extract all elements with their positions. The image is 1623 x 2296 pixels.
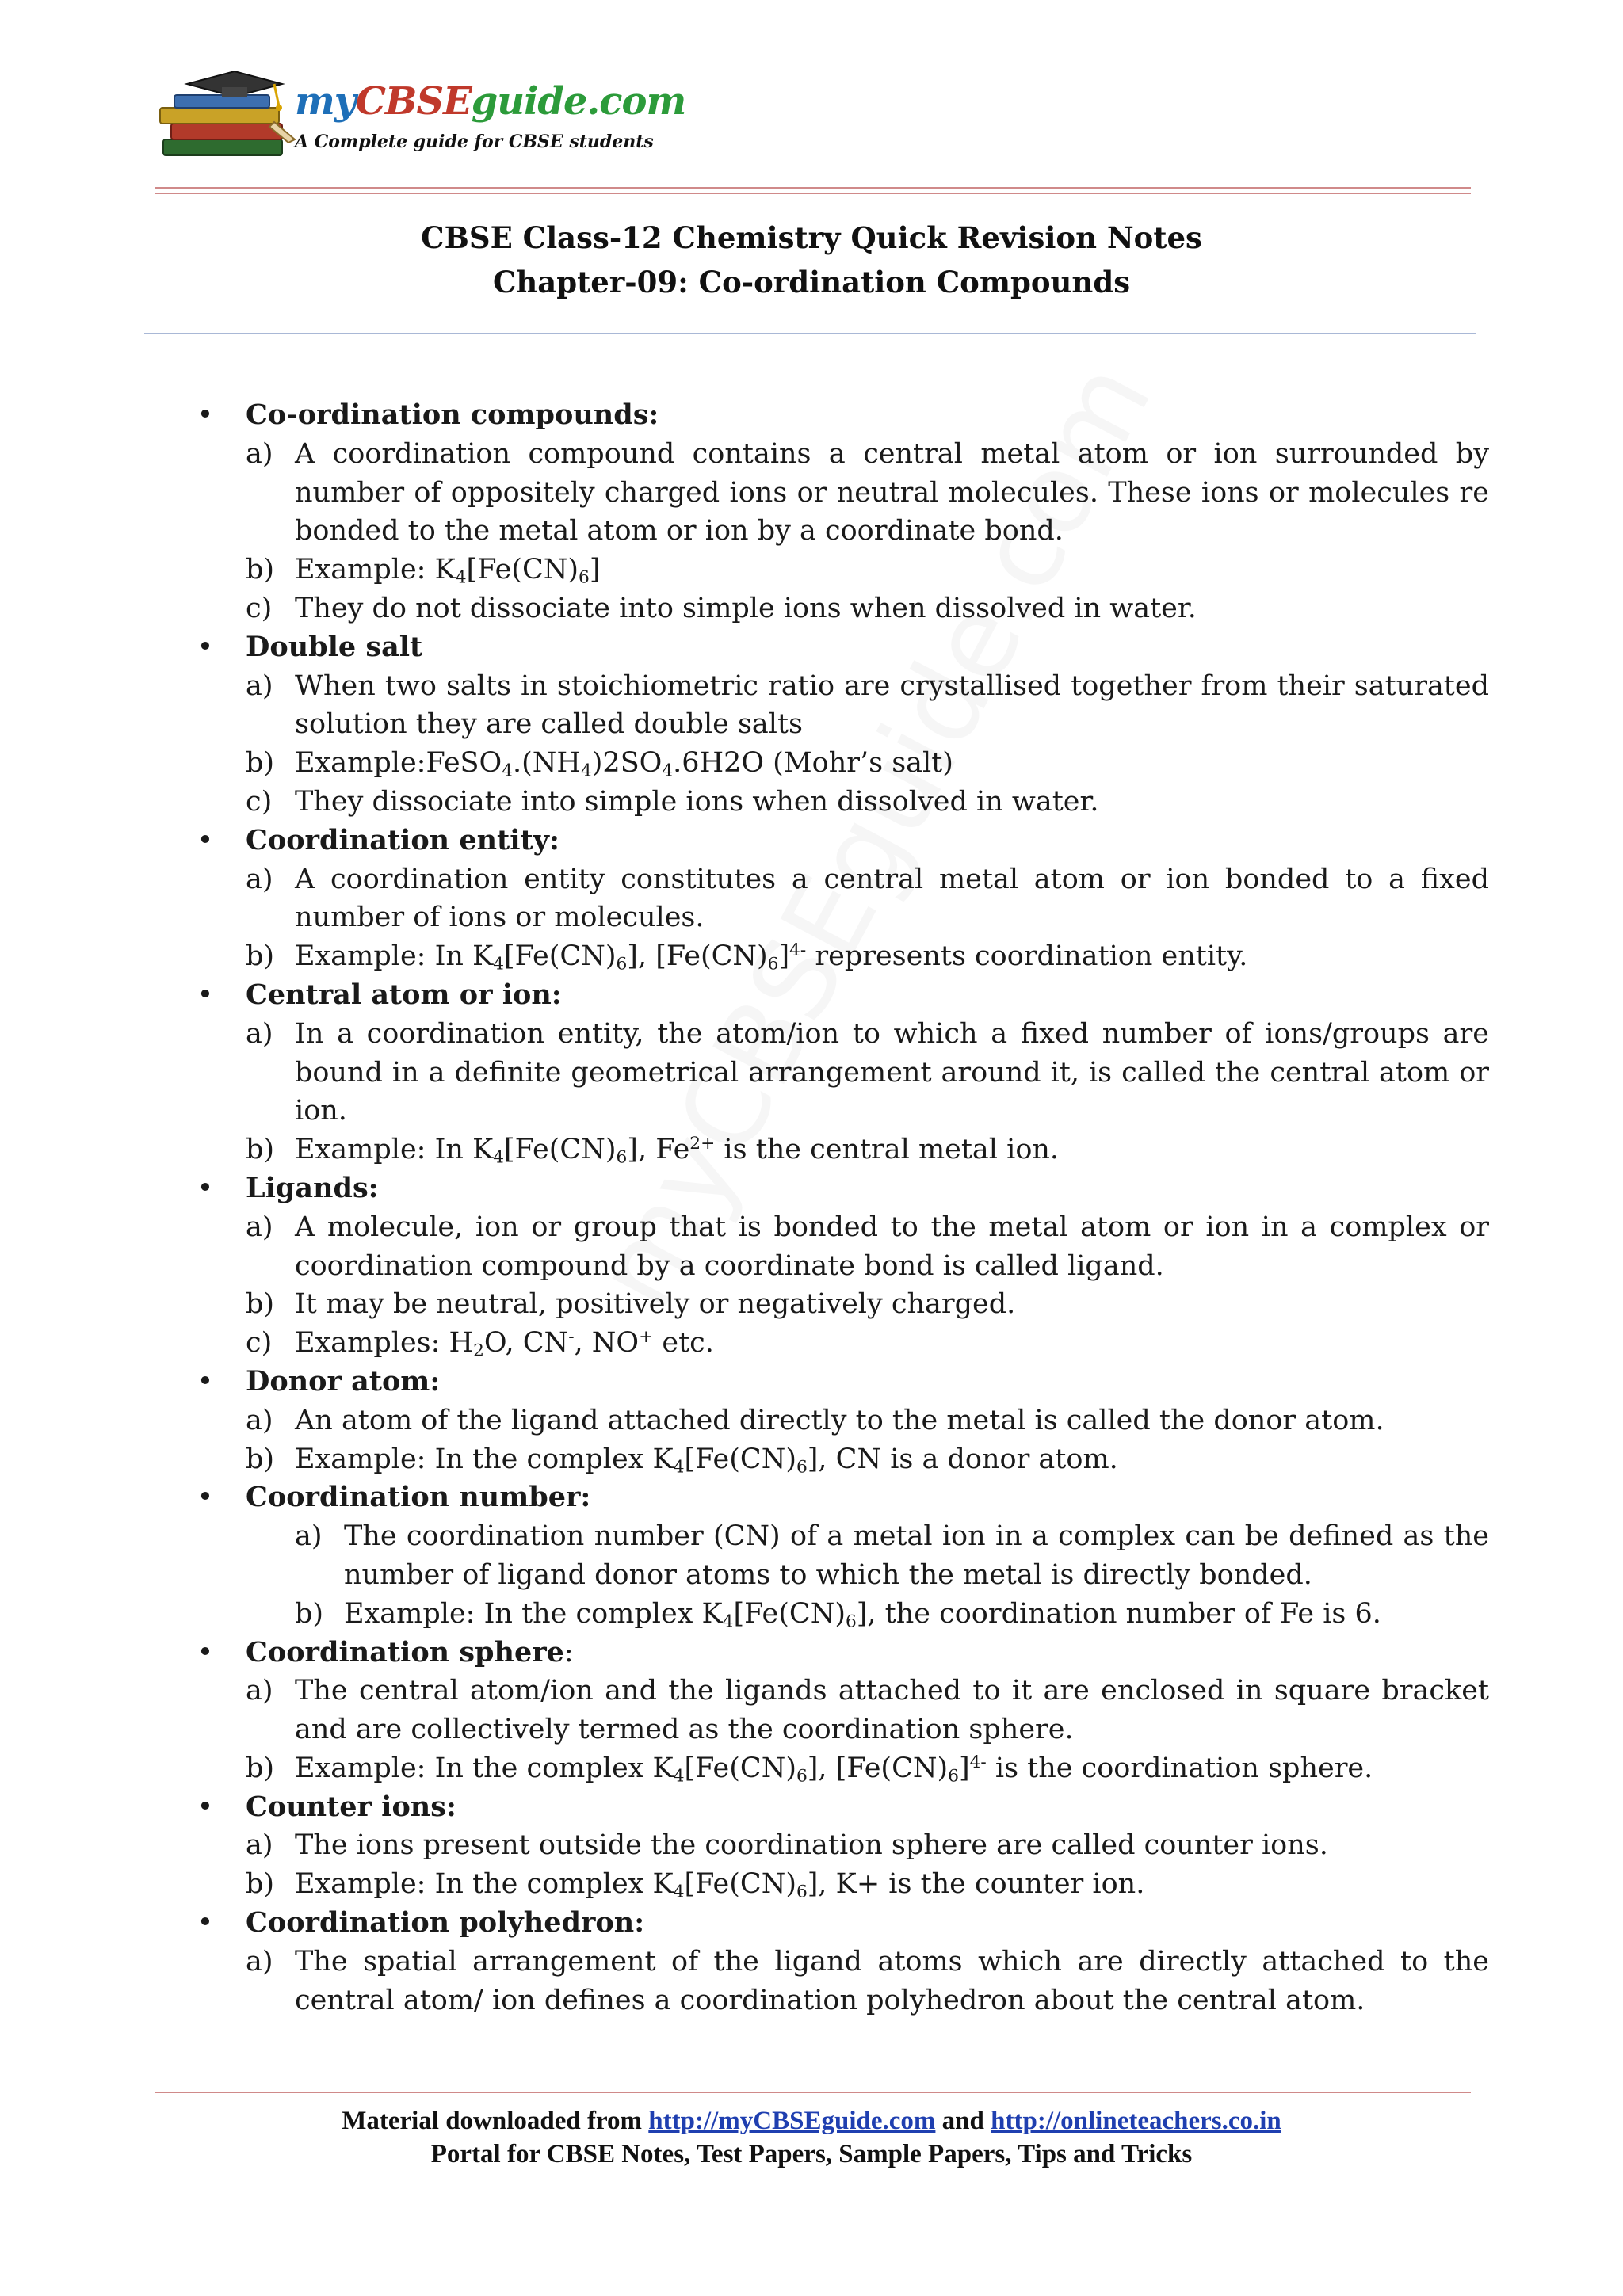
section-title-text: Central atom or ion: [246, 978, 562, 1011]
notes-content [193, 396, 1489, 2019]
section-title [193, 1634, 1489, 1672]
bullet-icon: • [197, 978, 214, 1011]
section-title-suffix: : [563, 1636, 574, 1669]
footer-link-onlineteachers[interactable]: http://onlineteachers.co.in [991, 2107, 1281, 2135]
list-item-marker: a) [246, 1404, 273, 1436]
list-item [193, 1402, 1489, 1440]
section-title [193, 1904, 1489, 1943]
list-item-text: Example: In the complex $K_4[Fe(CN)_6]$, K+ is the counter ion. [295, 1868, 1145, 1902]
section-title [193, 976, 1489, 1015]
list-item-marker: b) [246, 1752, 275, 1784]
list-item [193, 1324, 1489, 1363]
list-item [193, 1131, 1489, 1169]
section [193, 1169, 1489, 1363]
footer-and: and [935, 2107, 991, 2135]
list-item [193, 1208, 1489, 1286]
bullet-icon: • [197, 1636, 214, 1669]
section-title [193, 822, 1489, 860]
section-title-text: Co-ordination compounds: [246, 399, 659, 431]
brand-rest: guide.com [471, 79, 686, 124]
list-item-text: An atom of the ligand attached directly to the metal is called the donor atom. [295, 1404, 1384, 1436]
list-item-marker: b) [246, 1868, 275, 1901]
list-item [193, 1749, 1489, 1788]
list-item-text: Example: In the complex $K_4[Fe(CN)_6]$, $[Fe(CN)_6]^{4-}$ is the coordination sphere. [295, 1752, 1373, 1787]
brand-my: my [295, 79, 356, 124]
list-item-text: Example: In $K_4[Fe(CN)_6]$, $[Fe(CN)_6]^{4-}$ represents coordination entity. [295, 940, 1248, 974]
bullet-icon: • [197, 399, 214, 431]
list-item-text: The ions present outside the coordination sphere are called counter ions. [295, 1829, 1328, 1862]
section-title-text: Double salt [246, 630, 423, 663]
section-title-text: Coordination number: [246, 1481, 591, 1514]
section-title-text: Ligands: [246, 1171, 379, 1204]
list-item-marker: b) [246, 940, 275, 973]
list-item-text: They dissociate into simple ions when dissolved in water. [295, 785, 1099, 818]
section [193, 628, 1489, 822]
title-divider [144, 333, 1476, 334]
section-title-text: Counter ions: [246, 1790, 456, 1823]
footer-divider [155, 2092, 1471, 2093]
brand-name [295, 79, 685, 124]
list-item [193, 1595, 1489, 1634]
list-item-marker: a) [246, 1829, 273, 1862]
brand-tagline: A Complete guide for CBSE students [295, 132, 654, 152]
list-item-marker: b) [246, 1288, 275, 1321]
list-item-marker: c) [246, 1327, 273, 1360]
section [193, 1634, 1489, 1788]
section [193, 822, 1489, 976]
bullet-icon: • [197, 1172, 214, 1204]
bullet-icon: • [197, 1907, 214, 1939]
list-item [193, 1440, 1489, 1479]
list-item-text: When two salts in stoichiometric ratio are crystallised together from their saturated solution they are called double salts [295, 669, 1489, 741]
list-item-text: Example: In the complex $K_4[Fe(CN)_6]$, the coordination number of Fe is 6. [344, 1597, 1381, 1632]
list-item [193, 1672, 1489, 1749]
bullet-icon: • [197, 631, 214, 663]
bullet-icon: • [197, 1365, 214, 1398]
footer-link-mycbseguide[interactable]: http://myCBSEguide.com [648, 2107, 936, 2135]
list-item-text: It may be neutral, positively or negatively charged. [295, 1288, 1016, 1321]
list-item-marker: a) [246, 669, 273, 702]
list-item-marker: c) [246, 592, 273, 624]
section [193, 976, 1489, 1169]
section [193, 396, 1489, 628]
list-item-marker: c) [246, 785, 273, 818]
list-item-text: The central atom/ion and the ligands attached to it are enclosed in square bracket and are collectively termed as the coordination sphere. [295, 1675, 1489, 1746]
list-item-text: A coordination compound contains a central metal atom or ion surrounded by number of oppositely charged ions or neutral molecules. These ions or molecules re bonded to the metal atom or ion by a coordinate bond. [295, 437, 1489, 547]
list-item-marker: a) [246, 1211, 273, 1243]
list-item [193, 860, 1489, 938]
list-item-text: A coordination entity constitutes a central metal atom or ion bonded to a fixed number of ions or molecules. [295, 863, 1489, 934]
books-graduation-cap-logo-icon [155, 67, 298, 162]
section-title-text: Donor atom: [246, 1364, 441, 1398]
list-item-marker: a) [295, 1520, 323, 1553]
list-item-marker: a) [246, 437, 273, 470]
list-item [193, 667, 1489, 745]
list-item-marker: a) [246, 1675, 273, 1707]
list-item-text: Example: In $K_4[Fe(CN)_6]$, $Fe^{2+}$ is the central metal ion. [295, 1134, 1060, 1168]
list-item [193, 1015, 1489, 1131]
list-item [193, 1826, 1489, 1865]
list-item [193, 744, 1489, 783]
list-item-marker: b) [246, 1134, 275, 1166]
section-title-text: Coordination polyhedron: [246, 1906, 645, 1939]
section-title [193, 1788, 1489, 1827]
list-item [193, 1943, 1489, 2020]
list-item-text: $Example:FeSO_4.(NH_4)2SO_4.6H2O$ (Mohr’s salt) [295, 747, 953, 781]
section-title [193, 1478, 1489, 1517]
section [193, 1904, 1489, 2019]
list-item-text: The spatial arrangement of the ligand atoms which are directly attached to the central atom/ ion defines a coordination polyhedron about the central atom. [295, 1945, 1489, 2016]
list-item-marker: b) [246, 747, 275, 780]
section-title-text: Coordination sphere [246, 1635, 564, 1669]
list-item [193, 551, 1489, 589]
header-divider-thick [155, 187, 1471, 189]
list-item-marker: a) [246, 863, 273, 895]
list-item [193, 937, 1489, 976]
list-item-text: Examples: $H_2O$, CN-, NO+ etc. [295, 1327, 714, 1361]
list-item-text: Example: $K_4[Fe(CN)_6]$ [295, 554, 601, 588]
list-item-text: A molecule, ion or group that is bonded to the metal atom or ion in a complex or coordination compound by a coordinate bond is called ligand. [295, 1211, 1489, 1282]
section-title [193, 396, 1489, 435]
list-item-text: In a coordination entity, the atom/ion to which a fixed number of ions/groups are bound in a definite geometrical arrangement around it, is called the central atom or ion. [295, 1017, 1489, 1127]
list-item-marker: b) [246, 554, 275, 586]
bullet-icon: • [197, 1482, 214, 1514]
bullet-icon: • [197, 1791, 214, 1823]
list-item-text: Example: In the complex $K_4[Fe(CN)_6]$, CN is a donor atom. [295, 1443, 1118, 1477]
bullet-icon: • [197, 824, 214, 856]
title-line-2: Chapter-09: Co-ordination Compounds [492, 265, 1131, 299]
section [193, 1363, 1489, 1478]
section-title [193, 1363, 1489, 1402]
section [193, 1788, 1489, 1904]
page-title [0, 215, 1623, 304]
list-item-marker: b) [246, 1443, 275, 1475]
section-title [193, 628, 1489, 667]
section [193, 1478, 1489, 1633]
footer-line-1 [0, 2104, 1623, 2138]
section-title [193, 1169, 1489, 1208]
brand-cbse: CBSE [355, 79, 472, 124]
section-title-text: Coordination entity: [246, 823, 559, 856]
list-item [193, 1517, 1489, 1595]
footer-line-2: Portal for CBSE Notes, Test Papers, Sample Papers, Tips and Tricks [430, 2140, 1193, 2168]
header-logo [155, 67, 869, 170]
list-item [193, 1285, 1489, 1324]
title-line-1: CBSE Class-12 Chemistry Quick Revision Notes [421, 220, 1202, 255]
list-item [193, 589, 1489, 628]
list-item-text: The coordination number (CN) of a metal ion in a complex can be defined as the number of ligand donor atoms to which the metal is directly bonded. [344, 1520, 1489, 1591]
list-item-marker: a) [246, 1945, 273, 1978]
footer [0, 2104, 1623, 2171]
list-item-marker: a) [246, 1017, 273, 1050]
list-item-text: They do not dissociate into simple ions when dissolved in water. [295, 592, 1197, 624]
list-item [193, 435, 1489, 551]
list-item [193, 1865, 1489, 1904]
list-item-marker: b) [295, 1597, 324, 1630]
footer-prefix: Material downloaded from [342, 2107, 649, 2135]
list-item [193, 783, 1489, 822]
header-divider-thin [155, 193, 1471, 194]
